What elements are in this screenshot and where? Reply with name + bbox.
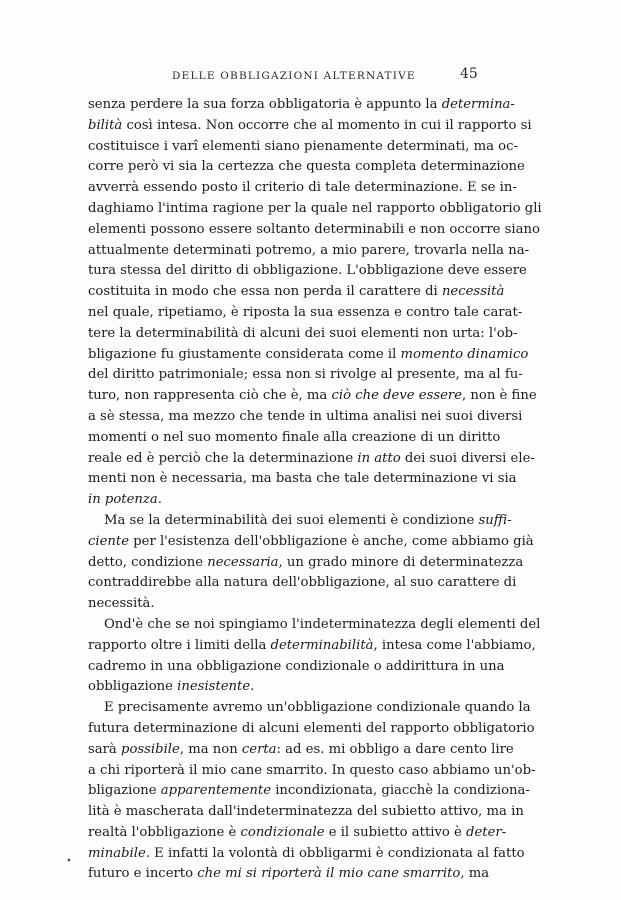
text-segment: reale ed è perciò che la determinazione (88, 450, 358, 466)
text-line (88, 449, 535, 470)
text-segment: . (157, 492, 162, 508)
text-segment: . E infatti la volontà di obbligarmi è condizionata al fatto (145, 845, 525, 861)
text-line (88, 282, 505, 303)
text-line (88, 615, 541, 636)
text-line (88, 532, 534, 553)
text-segment: daghiamo l'intima ragione per la quale nel rapporto obbligatorio gli (88, 200, 542, 216)
text-line (88, 802, 524, 823)
text-line (88, 573, 517, 594)
text-line (88, 178, 517, 199)
text-segment: , ma non (179, 741, 242, 757)
text-line (88, 844, 525, 865)
italic-text-segment: possibile (121, 741, 180, 757)
text-line (88, 157, 525, 178)
text-line (88, 365, 523, 386)
text-line (88, 657, 505, 678)
text-segment: avverrà essendo posto il criterio di tale determinazione. E se in- (88, 180, 517, 196)
text-segment: E precisamente avremo un'obbligazione condizionale quando la (104, 700, 531, 716)
italic-text-segment: ciò che deve essere (331, 388, 463, 404)
text-segment: lità è mascherata dall'indeterminatezza del subietto attivo, ma in (88, 804, 524, 820)
italic-text-segment: deter- (466, 824, 507, 840)
text-line (88, 303, 523, 324)
text-segment: a chi riporterà il mio cane smarrito. In questo caso abbiamo un'ob- (88, 762, 536, 778)
italic-text-segment: che mi si riporterà il mio cane smarrito (197, 866, 461, 882)
text-segment: costituita in modo che essa non perda il carattere di (88, 284, 442, 300)
text-line (88, 490, 488, 511)
text-line (88, 823, 507, 844)
italic-text-segment: suffi- (478, 512, 512, 528)
italic-text-segment: condizionale (240, 824, 325, 840)
text-line (88, 781, 530, 802)
text-segment: menti non è necessaria, ma basta che tale determinazione vi sia (88, 471, 517, 487)
text-line (88, 95, 515, 116)
page-number: 45 (460, 66, 478, 82)
text-segment: futuro e incerto (88, 866, 198, 882)
text-segment: senza perdere la sua forza obbligatoria è appunto la (88, 97, 442, 112)
italic-text-segment: minabile (88, 845, 146, 861)
text-line (88, 220, 540, 241)
text-segment: costituisce i varî elementi siano pienamente determinati, ma oc- (88, 138, 518, 154)
italic-text-segment: determina- (441, 97, 515, 112)
text-line (88, 241, 530, 262)
text-segment: Ond'è che se noi spingiamo l'indeterminatezza degli elementi del (104, 616, 541, 632)
text-line (88, 199, 542, 220)
text-line (88, 116, 532, 137)
text-line (88, 761, 536, 782)
italic-text-segment: certa (241, 741, 277, 757)
text-line (88, 407, 523, 428)
text-segment: sarà (88, 741, 121, 757)
text-line (88, 386, 537, 407)
text-segment: futura determinazione di alcuni elementi del rapporto obbligatorio (88, 720, 535, 736)
text-line (88, 864, 488, 885)
text-line (88, 345, 529, 366)
text-segment: tura stessa del diritto di obbligazione. L'obbligazione deve essere (88, 263, 527, 279)
body-text (88, 95, 542, 885)
italic-text-segment: determinabilità (270, 637, 374, 653)
text-line (88, 511, 512, 532)
text-line (88, 740, 514, 761)
text-segment: Ma se la determinabilità dei suoi elementi è condizione (104, 512, 479, 528)
text-segment: del diritto patrimoniale; essa non si rivolge al presente, ma al fu- (88, 367, 523, 383)
text-segment: bligazione (88, 783, 161, 799)
text-segment: obbligazione (88, 679, 178, 695)
italic-text-segment: apparentemente (160, 783, 272, 799)
text-line (88, 719, 535, 740)
text-segment: elementi possono essere soltanto determinabili e non occorre siano (88, 221, 540, 237)
italic-text-segment: in atto (357, 450, 401, 466)
text-segment: detto, condizione (88, 554, 208, 570)
text-segment: rapporto oltre i limiti della (88, 637, 271, 653)
text-segment: , intesa come l'abbiamo, (373, 637, 536, 653)
text-segment: per l'esistenza dell'obbligazione è anche, come abbiamo già (129, 533, 534, 549)
text-segment: necessità. (88, 596, 155, 612)
text-line (88, 137, 518, 158)
text-segment: , un grado minore di determinatezza (278, 554, 524, 570)
text-line (88, 324, 518, 345)
text-line (88, 553, 524, 574)
text-segment: incondizionata, giacchè la condiziona- (271, 783, 530, 799)
text-line (88, 261, 527, 282)
italic-text-segment: momento dinamico (400, 346, 529, 362)
text-segment: corre però vi sia la certezza che questa completa determinazione (88, 159, 525, 175)
text-line (88, 469, 517, 490)
text-segment: attualmente determinati potremo, a mio parere, trovarla nella na- (88, 242, 530, 258)
italic-text-segment: inesistente (177, 679, 251, 695)
text-segment: bligazione fu giustamente considerata come il (88, 346, 401, 362)
text-line (88, 677, 488, 698)
text-line (88, 698, 531, 719)
text-segment: turo, non rappresenta ciò che è, ma (88, 388, 332, 404)
text-segment: tere la determinabilità di alcuni dei suoi elementi non urta: l'ob- (88, 325, 518, 341)
text-segment: , ma (460, 866, 490, 882)
running-title: DELLE OBBLIGAZIONI ALTERNATIVE (172, 70, 416, 82)
text-segment: così intesa. Non occorre che al momento in cui il rapporto si (122, 117, 532, 133)
italic-text-segment: in potenza (88, 492, 158, 508)
italic-text-segment: necessità (441, 284, 505, 300)
text-line (88, 594, 488, 615)
text-segment: e il subietto attivo è (324, 824, 467, 840)
text-segment: : ad es. mi obbligo a dare cento lire (276, 741, 514, 757)
text-line (88, 428, 501, 449)
text-segment: , non è fine (462, 388, 537, 404)
text-segment: nel quale, ripetiamo, è riposta la sua essenza e contro tale carat- (88, 304, 523, 320)
text-segment: a sè stessa, ma mezzo che tende in ultima analisi nei suoi diversi (88, 408, 523, 424)
text-segment: . (250, 679, 255, 695)
text-segment: contraddirebbe alla natura dell'obbligazione, al suo carattere di (88, 575, 517, 591)
italic-text-segment: bilità (88, 117, 123, 133)
text-segment: realtà l'obbligazione è (88, 824, 241, 840)
text-segment: cadremo in una obbligazione condizionale o addirittura in una (88, 658, 505, 674)
italic-text-segment: ciente (88, 533, 130, 549)
text-segment: dei suoi diversi ele- (400, 450, 535, 466)
ink-speck: • (66, 856, 72, 867)
text-line (88, 636, 536, 657)
text-segment: momenti o nel suo momento finale alla creazione di un diritto (88, 429, 501, 445)
italic-text-segment: necessaria (207, 554, 279, 570)
